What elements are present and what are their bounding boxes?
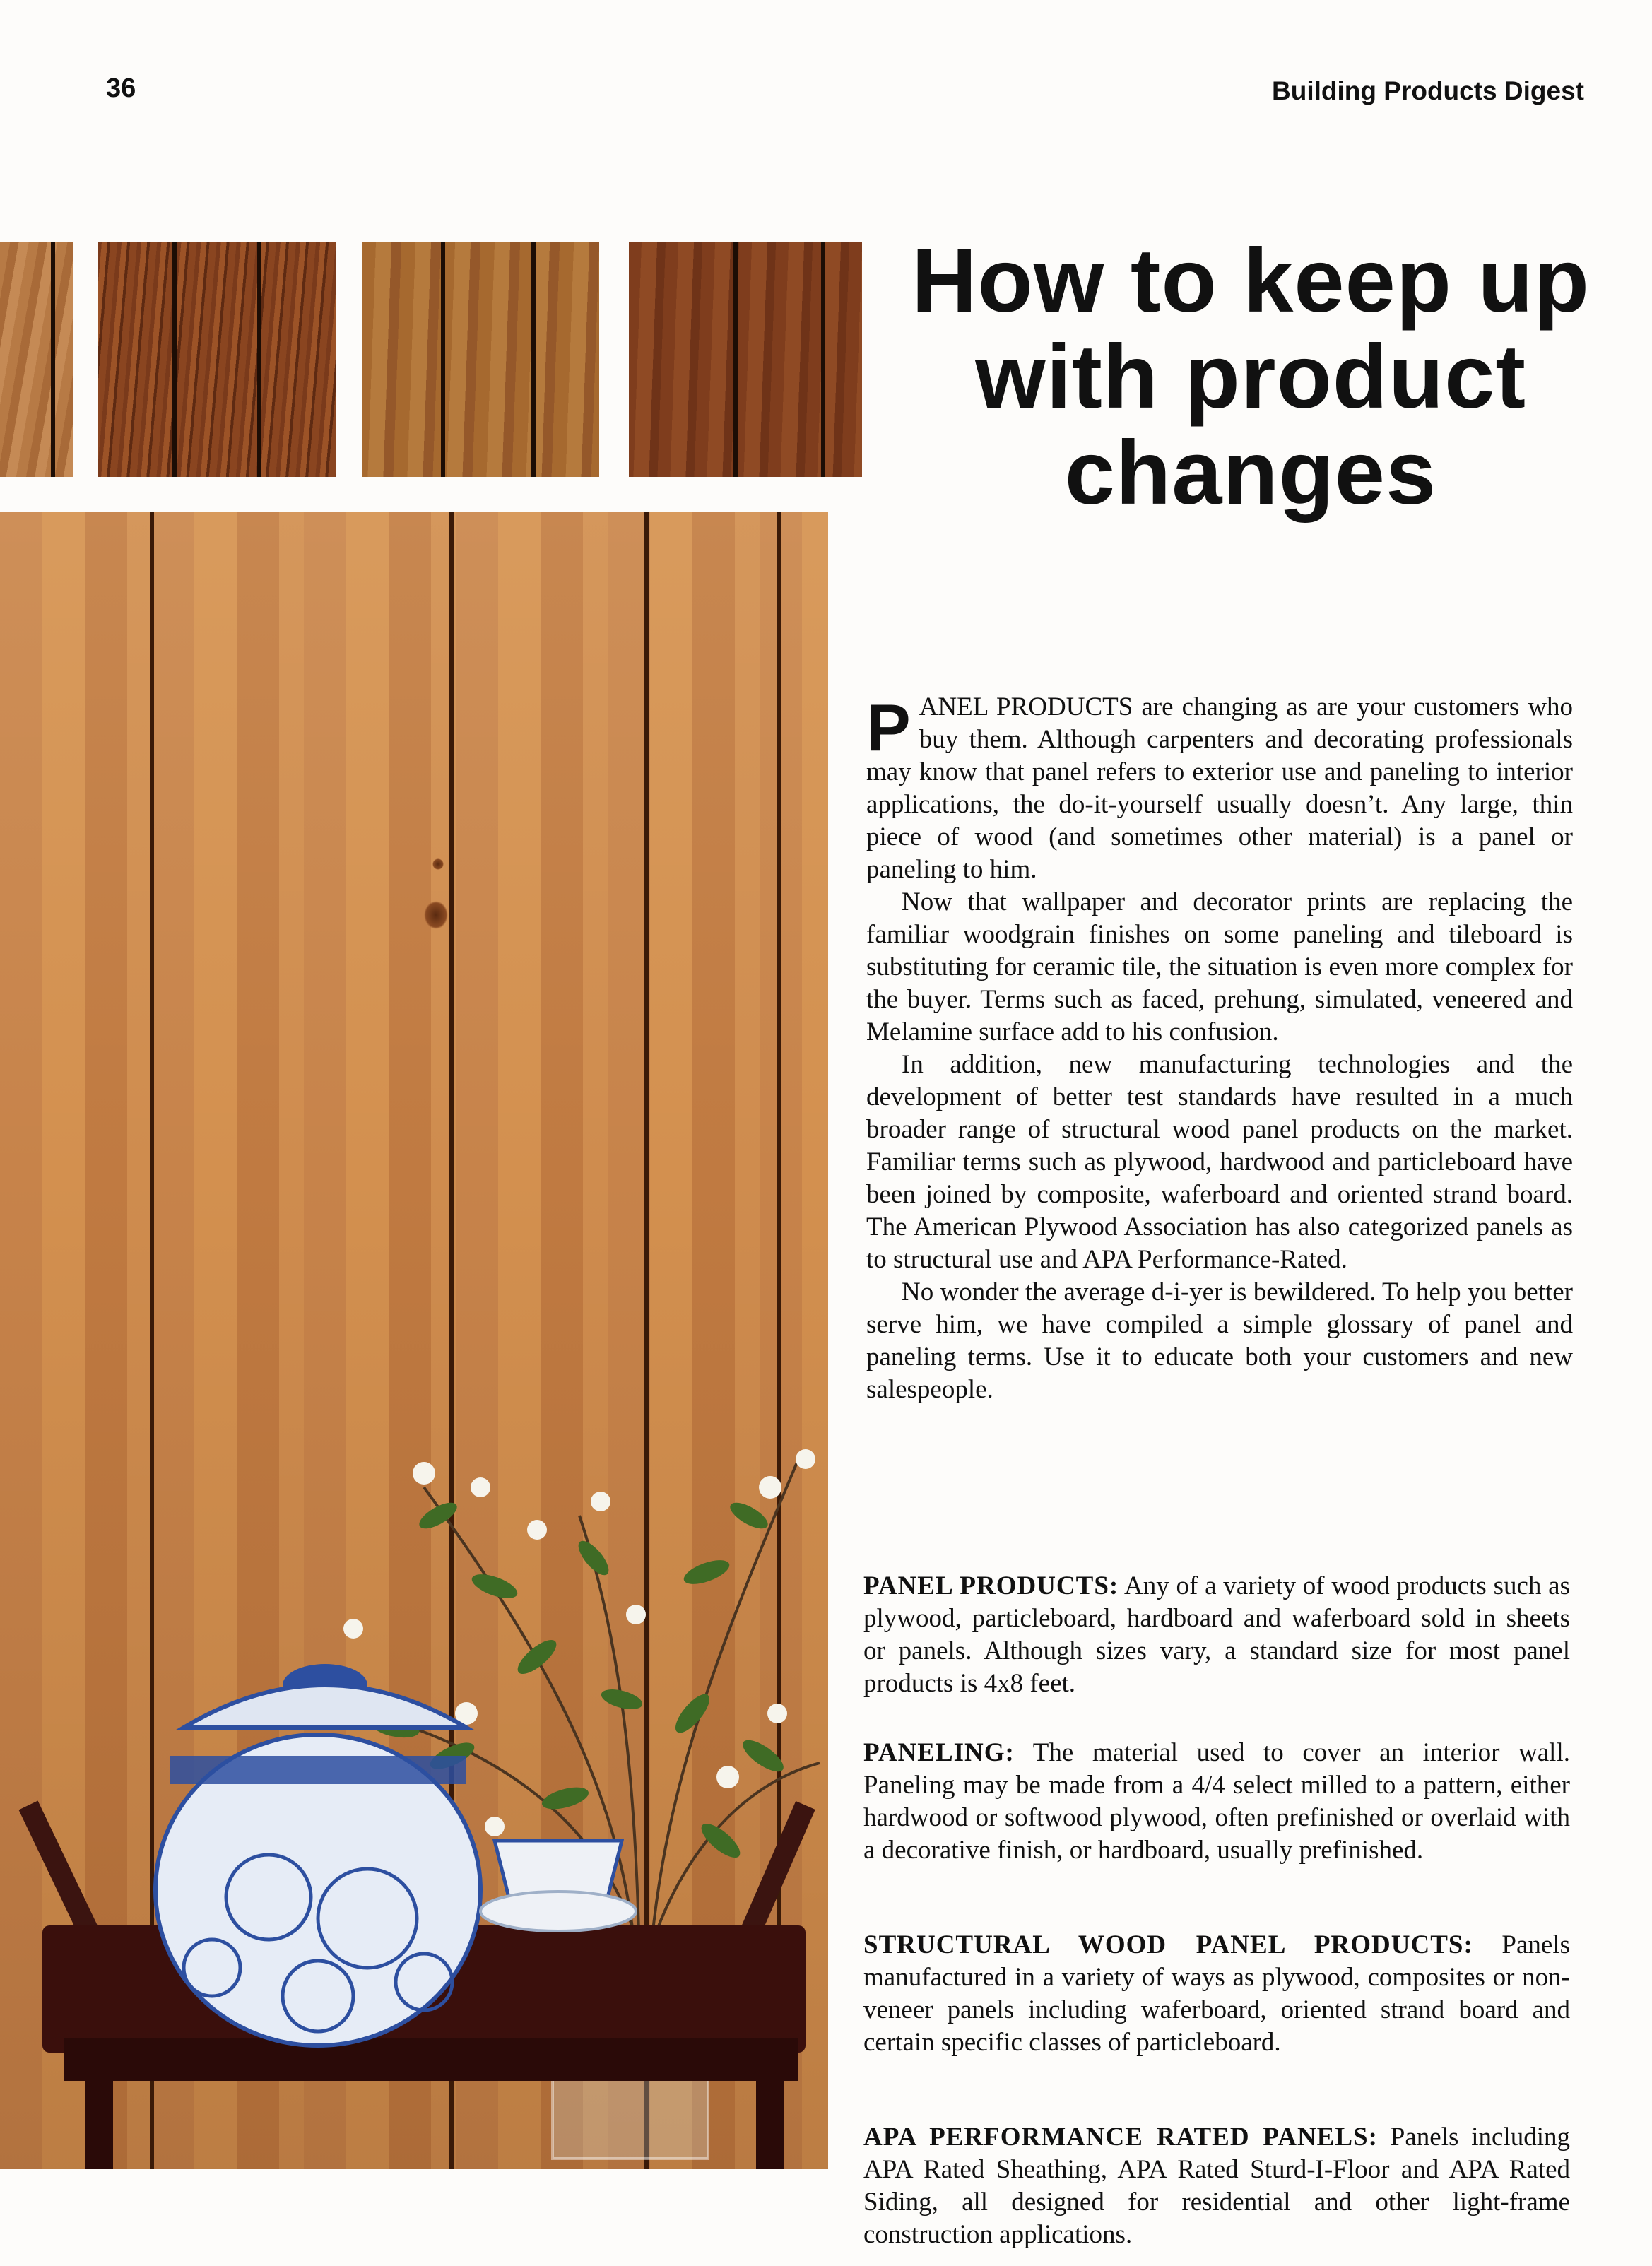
glossary-term: PANELING:: [863, 1738, 1015, 1767]
glossary-definition: Panels manufactured in a variety of ways as plywood, composites or non-veneer panels including waferboard, oriented strand board and certain specific classes of particleboard.: [863, 1930, 1570, 2057]
paragraph-2: Now that wallpaper and decorator prints are replacing the familiar woodgrain finishes on some paneling and tileboard is substituting for ceramic tile, the situation is even more complex for the buyer. Terms such as faced, prehung, simulated, veneered and Melamine surface add to his confusion.: [866, 887, 1573, 1046]
glossary-term: APA PERFORMANCE RATED PANELS:: [863, 2123, 1378, 2152]
paneling-photo: [0, 512, 828, 2169]
article-body: [866, 691, 1573, 1406]
wood-swatch-4: [629, 242, 862, 477]
glossary-term: STRUCTURAL WOOD PANEL PRODUCTS:: [863, 1930, 1473, 1959]
glossary-definition: Panels including APA Rated Sheathing, APA Rated Sturd-I-Floor and APA Rated Siding, all designed for residential and other light-frame construction applications.: [863, 2123, 1570, 2249]
glossary-entry: [863, 2121, 1570, 2251]
glossary-entry: [863, 1737, 1570, 1867]
intro-paragraph: [866, 691, 1573, 886]
glossary-definition: Any of a variety of wood products such as plywood, particleboard, hardboard and waferboard sold in sheets or panels. Although sizes vary, a standard size for most panel products is 4x8 feet.: [863, 1571, 1571, 1698]
wood-swatch-2: [98, 242, 336, 477]
article-title: How to keep up with product changes: [911, 230, 1590, 524]
glossary-definition: The material used to cover an interior wall. Paneling may be made from a 4/4 select milled to a pattern, either hardwood or softwood plywood, often prefinished or overlaid with a decorative finish, or hardboard, usually prefinished.: [863, 1738, 1570, 1865]
wood-swatch-3: [362, 242, 599, 477]
drop-cap: P: [866, 690, 911, 765]
page-number: 36: [106, 73, 136, 103]
still-life-illustration: [0, 512, 828, 2169]
publication-name: Building Products Digest: [1272, 76, 1584, 105]
glossary-entry: [863, 1570, 1570, 1700]
intro-text: ANEL PRODUCTS are changing as are your customers who buy them. Although carpenters and decorating professionals may know that panel refers to exterior use and paneling to interior applications, the do-it-yourself usually doesn’t. Any large, thin piece of wood (and sometimes other material) is a panel or paneling to him.: [866, 692, 1573, 884]
wood-swatch-1: [0, 242, 73, 477]
glossary-term: PANEL PRODUCTS:: [863, 1571, 1119, 1600]
paragraph-3: In addition, new manufacturing technologies and the development of better test standards have resulted in a much broader range of structural wood panel products on the market. Familiar terms such as plywood, hardwood and particleboard have been joined by composite, waferboard and oriented strand board. The American Plywood Association has also categorized panels as to structural use and APA Performance-Rated.: [866, 1050, 1573, 1274]
glossary-entry: [863, 1929, 1570, 2059]
paragraph-4: No wonder the average d-i-yer is bewildered. To help you better serve him, we have compiled a simple glossary of panel and paneling terms. Use it to educate both your customers and new salespeople.: [866, 1277, 1573, 1404]
